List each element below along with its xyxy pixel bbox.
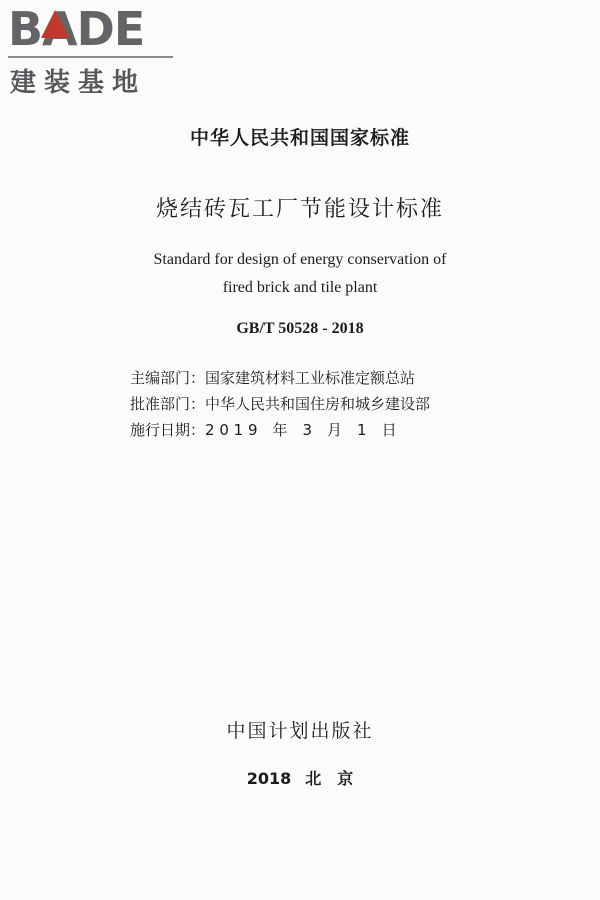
publication-year: 2018 — [246, 769, 292, 788]
standard-meta — [130, 365, 550, 443]
logo-wordmark: BADE — [8, 2, 145, 56]
title-chinese: 烧结砖瓦工厂节能设计标准 — [155, 197, 444, 222]
standard-category: 中华人民共和国国家标准 — [189, 127, 410, 149]
effective-date-label: 施行日期： — [130, 421, 206, 439]
title-english — [0, 246, 600, 302]
publication-line — [0, 766, 600, 789]
effective-date-value: 2 0 1 9 年 3 月 1 日 — [205, 421, 397, 439]
publisher-name: 中国计划出版社 — [226, 720, 374, 742]
standard-code: GB/T 50528 - 2018 — [236, 320, 364, 337]
effective-date-row — [130, 417, 550, 443]
title-english-line1: Standard for design of energy conservation of — [153, 251, 447, 268]
chief-editor-row — [130, 365, 550, 391]
logo-subtitle: 建装基地 — [10, 68, 147, 98]
publication-city: 北 京 — [305, 769, 354, 788]
logo-divider — [8, 56, 173, 58]
approver-row — [130, 391, 550, 417]
bade-logo — [8, 2, 178, 98]
approver-label: 批准部门： — [130, 395, 206, 413]
chief-editor-label: 主编部门： — [130, 369, 206, 387]
logo-accent-triangle-icon — [41, 10, 69, 38]
approver-value: 中华人民共和国住房和城乡建设部 — [205, 395, 431, 413]
chief-editor-value: 国家建筑材料工业标准定额总站 — [205, 369, 416, 387]
title-english-line2: fired brick and tile plant — [222, 279, 378, 296]
